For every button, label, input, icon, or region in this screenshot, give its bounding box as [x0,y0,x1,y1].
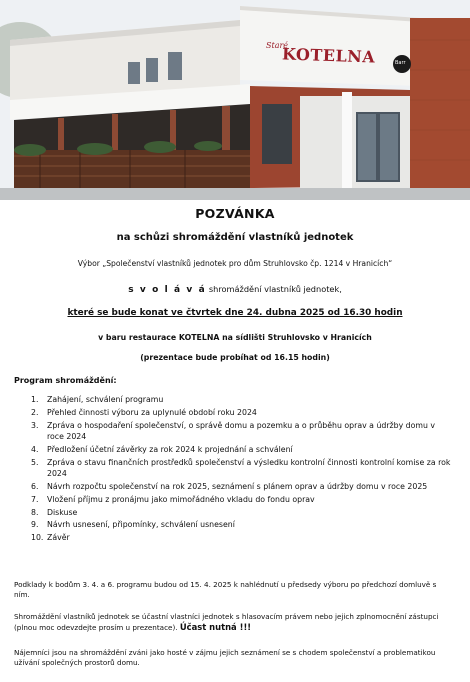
attendance-required: Účast nutná !!! [179,622,252,633]
list-item-text: Zpráva o hospodaření společenství, o správě domu a pozemku a o průběhu oprav a údržby domu v roce 2024 [47,420,436,442]
list-item-number: 7. [31,494,39,504]
list-item [14,481,454,493]
list-item-number: 4. [31,444,39,454]
list-item-text: Zahájení, schválení programu [47,395,164,404]
list-item-number: 1. [31,395,39,404]
list-item [14,407,454,419]
round-sign-label: Barr [395,60,406,66]
list-item [14,444,454,456]
tenants-note: Nájemníci jsou na shromáždění zváni jako hosté v zájmu jejich seznámení se s chodem společenství a problematikou užívání společných prostorů domu. [14,648,436,668]
program-heading: Program shromáždění: [14,376,117,385]
list-item [14,507,454,519]
list-item [14,394,454,406]
list-item-text: Zpráva o stavu finančních prostředků společenství a výsledku kontrolní činnosti kontrolní komise za rok 2024 [47,457,451,479]
list-item [14,494,454,506]
list-item-text: Diskuse [47,507,78,517]
list-item-text: Závěr [47,533,70,543]
invitation-title: POZVÁNKA [195,206,275,221]
svolava-spaced-word: s v o l á v á [128,285,207,295]
list-item-text: Návrh usnesení, připomínky, schválení usnesení [47,520,235,530]
list-item [14,532,454,544]
svolava-line [0,284,470,295]
list-item-number: 10. [31,533,44,543]
list-item-text: Vložení příjmu z pronájmu jako mimořádného vkladu do fondu oprav [47,494,315,504]
list-item-number: 2. [31,407,39,417]
restaurant-building-photo [0,0,470,200]
list-item [14,457,454,480]
list-item-number: 6. [31,482,39,492]
program-list [14,394,454,545]
list-item-number: 3. [31,420,39,430]
building-illustration [0,0,470,200]
participation-text: Shromáždění vlastníků jednotek se účastní vlastníci jednotek s hlasovacím právem nebo jejich zplnomocnění zástupci (plnou moc odevzdejte prosím u prezentace). [14,612,439,633]
svolava-rest: shromáždění vlastníků jednotek, [206,284,342,294]
meeting-place-line: v baru restaurace KOTELNA na sídlišti Struhlovsko v Hranicích [98,333,372,342]
kotelna-sign-script: Staré [266,41,289,50]
meeting-date-line: které se bude konat ve čtvrtek dne 24. dubna 2025 od 16.30 hodin [67,308,403,318]
list-item-number: 9. [31,520,39,530]
documents-note: Podklady k bodům 3. 4. a 6. programu budou od 15. 4. 2025 k nahlédnutí u předsedy výboru po předchozí domluvě s ním. [14,580,437,600]
registration-line: (prezentace bude probíhat od 16.15 hodin) [140,353,330,362]
committee-line: Výbor „Společenství vlastníků jednotek pro dům Struhlovsko čp. 1214 v Hranicích“ [77,259,393,268]
invitation-subtitle: na schůzi shromáždění vlastníků jednotek [116,232,354,243]
kotelna-sign: KOTELNA [281,44,376,67]
list-item-text: Návrh rozpočtu společenství na rok 2025, seznámení s plánem oprav a údržby domu v roce 2025 [47,482,428,492]
list-item-text: Přehled činnosti výboru za uplynulé období roku 2024 [47,407,257,417]
list-item-text: Předložení účetní závěrky za rok 2024 k projednání a schválení [47,444,293,454]
participation-note [14,612,454,634]
list-item [14,519,454,531]
list-item-number: 5. [31,457,39,467]
list-item [14,420,454,443]
list-item-number: 8. [31,507,39,517]
